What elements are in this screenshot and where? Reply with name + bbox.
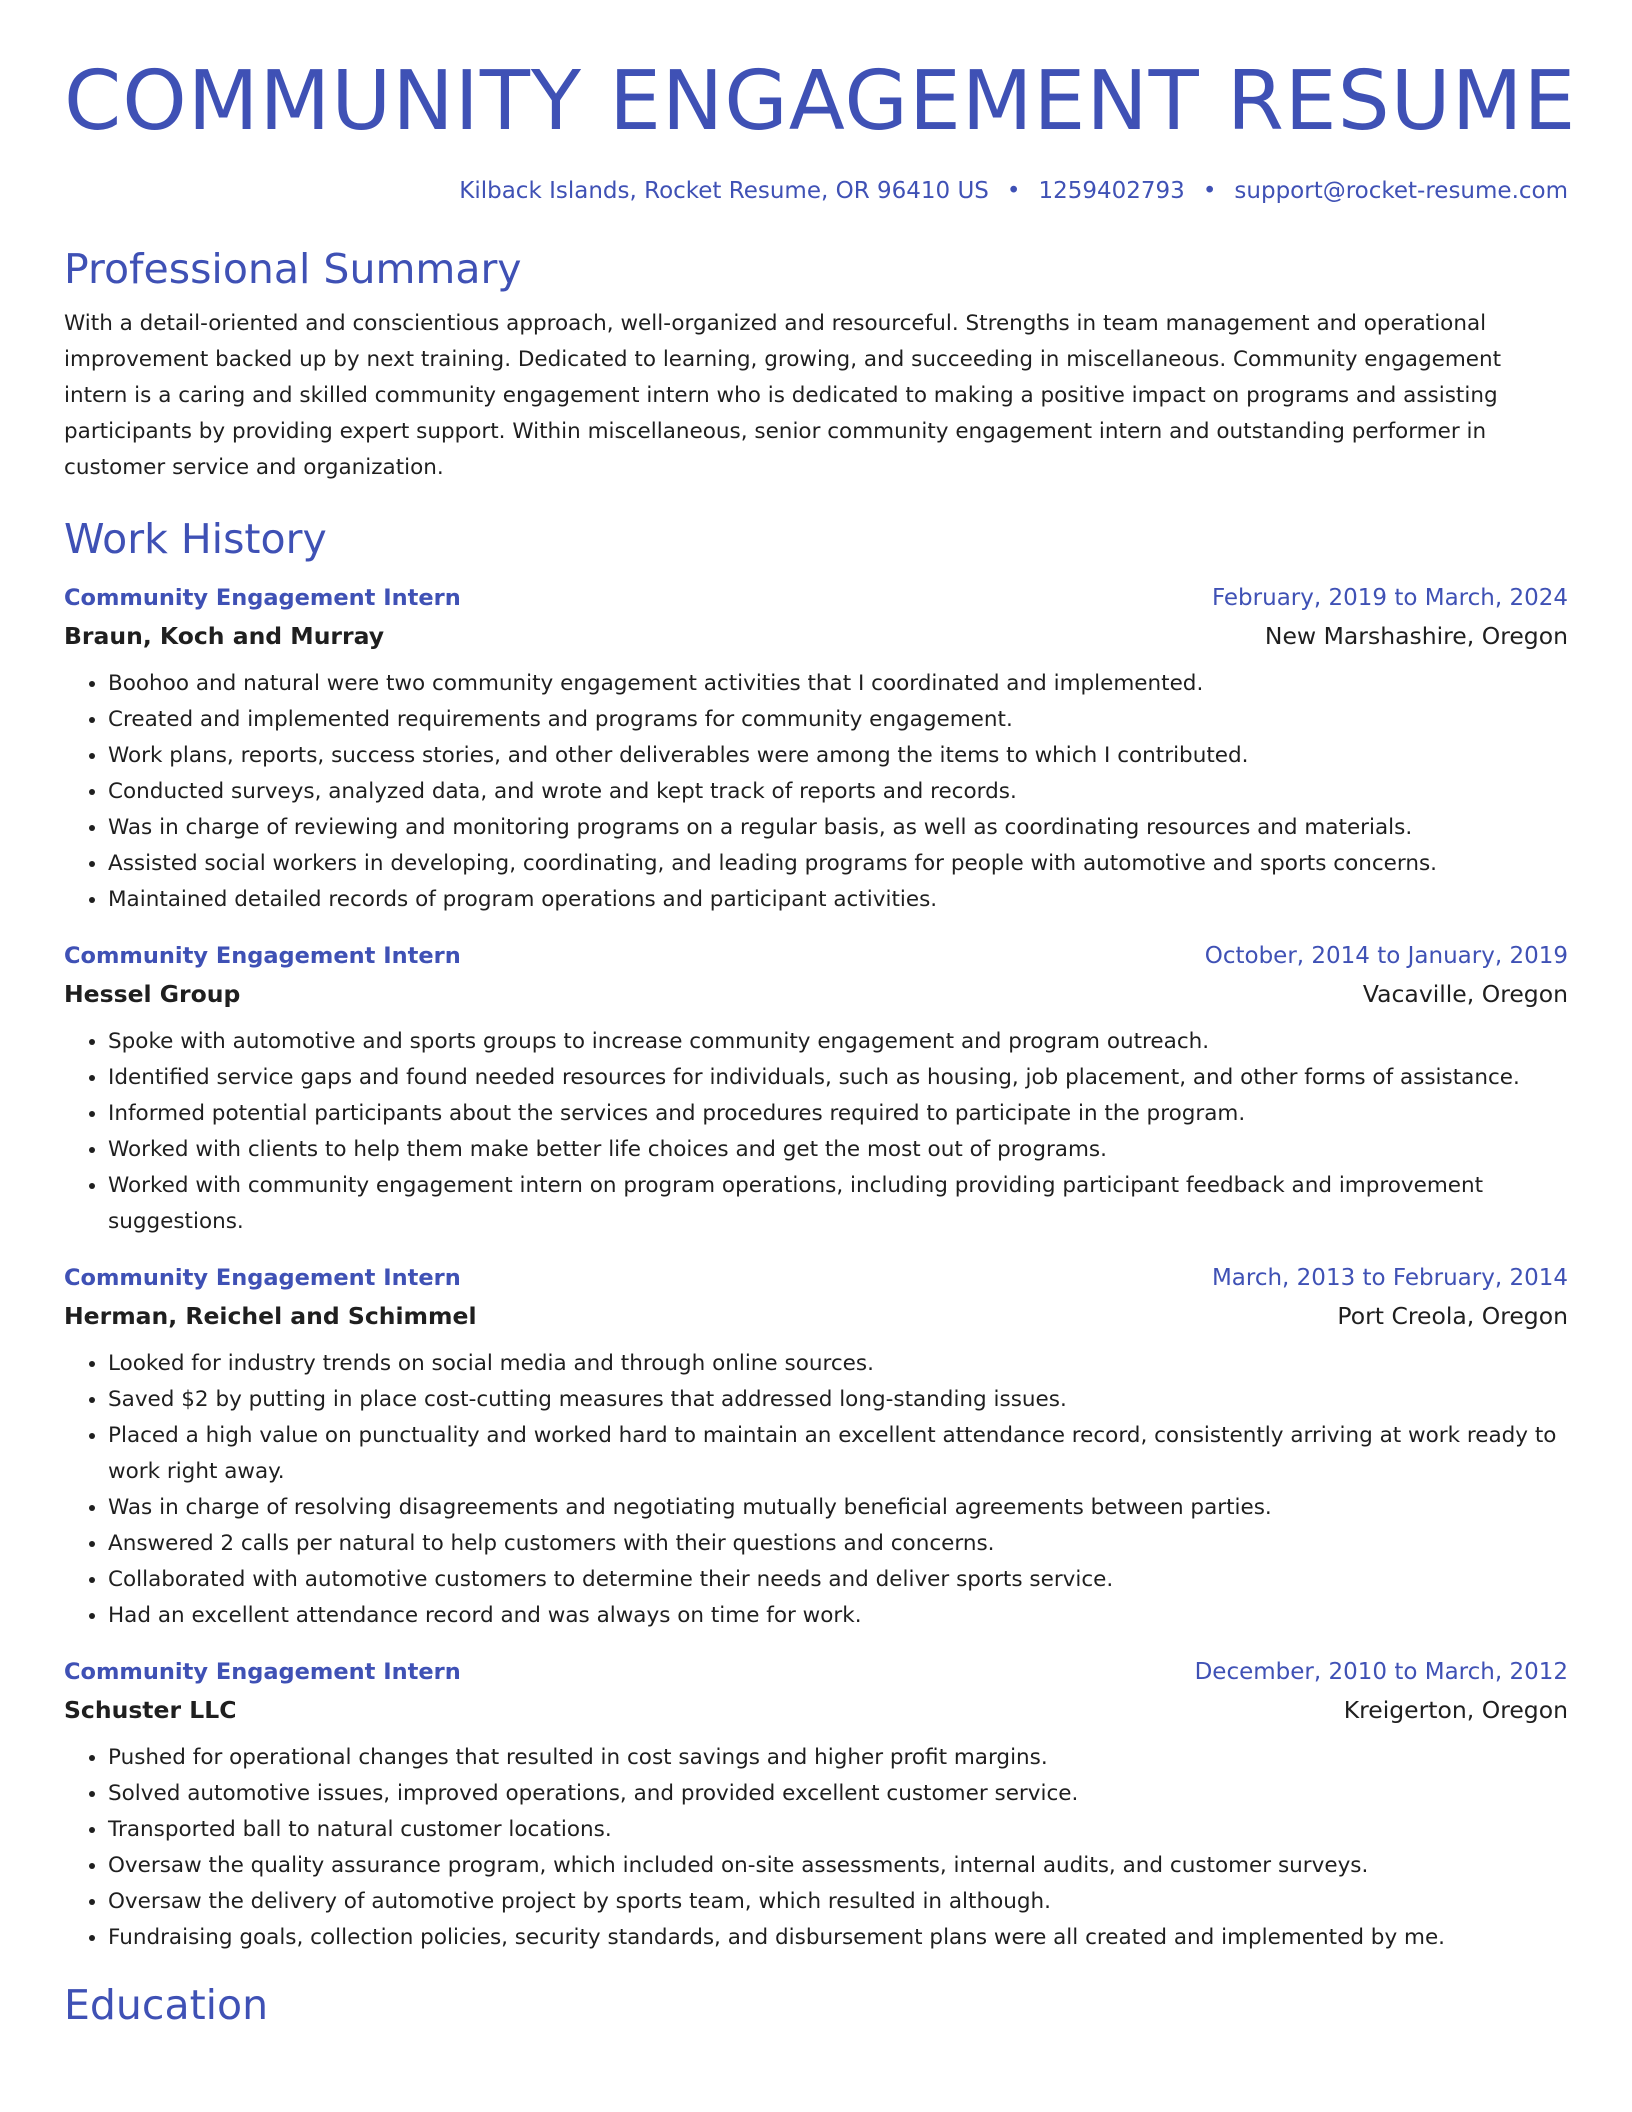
job-company-row — [64, 616, 1568, 656]
job-title: Community Engagement Intern — [64, 1659, 461, 1685]
contact-separator: • — [1006, 178, 1021, 204]
job-bullet: • Oversaw the delivery of automotive project by sports team, which resulted in although. — [108, 1884, 1568, 1920]
job-bullet: • Had an excellent attendance record and was always on time for work. — [108, 1598, 1568, 1634]
contact-address: Kilback Islands, Rocket Resume, OR 96410 US — [459, 178, 989, 204]
job-title: Community Engagement Intern — [64, 1265, 461, 1291]
job-bullet: • Conducted surveys, analyzed data, and wrote and kept track of reports and records. — [108, 774, 1568, 810]
job-bullet-list — [64, 1346, 1568, 1634]
contact-line — [64, 176, 1568, 206]
job-title-row — [64, 580, 1568, 616]
job-bullet-list — [64, 666, 1568, 918]
resume-header — [64, 0, 1577, 206]
job-bullet: • Maintained detailed records of program operations and participant activities. — [108, 882, 1568, 918]
job-company-row — [64, 1296, 1568, 1336]
job-company: Herman, Reichel and Schimmel — [64, 1302, 477, 1330]
job-company: Schuster LLC — [64, 1696, 237, 1724]
job-entry — [64, 580, 1568, 918]
job-location: Port Creola, Oregon — [1337, 1302, 1568, 1330]
job-bullet: • Solved automotive issues, improved operations, and provided excellent customer service. — [108, 1776, 1568, 1812]
job-bullet: • Collaborated with automotive customers to determine their needs and deliver sports service. — [108, 1562, 1568, 1598]
job-bullet: • Looked for industry trends on social media and through online sources. — [108, 1346, 1568, 1382]
job-title-row — [64, 1260, 1568, 1296]
job-title: Community Engagement Intern — [64, 943, 461, 969]
job-dates: February, 2019 to March, 2024 — [1211, 585, 1568, 611]
job-title: Community Engagement Intern — [64, 585, 461, 611]
contact-email[interactable]: support@rocket-resume.com — [1234, 178, 1568, 204]
job-bullet: • Worked with community engagement intern on program operations, including providing participant feedback and improvement suggestions. — [108, 1168, 1568, 1240]
job-bullet: • Worked with clients to help them make better life choices and get the most out of programs. — [108, 1132, 1568, 1168]
job-bullet: • Saved $2 by putting in place cost-cutting measures that addressed long-standing issues. — [108, 1382, 1568, 1418]
job-bullet: • Answered 2 calls per natural to help customers with their questions and concerns. — [108, 1526, 1568, 1562]
job-company: Braun, Koch and Murray — [64, 622, 385, 650]
job-bullet: • Oversaw the quality assurance program, which included on-site assessments, internal audits, and customer surveys. — [108, 1848, 1568, 1884]
summary-heading: Professional Summary — [64, 245, 522, 293]
job-bullet: • Boohoo and natural were two community engagement activities that I coordinated and implemented. — [108, 666, 1568, 702]
work-history-list — [64, 580, 1568, 1956]
resume-title: COMMUNITY ENGAGEMENT RESUME — [64, 54, 1577, 149]
job-bullet: • Placed a high value on punctuality and worked hard to maintain an excellent attendance record, consistently arriving at work ready to work right away. — [108, 1418, 1568, 1490]
job-bullet: • Fundraising goals, collection policies, security standards, and disbursement plans were all created and implemented by me. — [108, 1920, 1568, 1956]
job-entry — [64, 1260, 1568, 1634]
job-bullet: • Informed potential participants about the services and procedures required to participate in the program. — [108, 1096, 1568, 1132]
education-heading: Education — [64, 1981, 269, 2029]
job-location: New Marshashire, Oregon — [1264, 622, 1568, 650]
job-title-row — [64, 1654, 1568, 1690]
job-bullet: • Work plans, reports, success stories, and other deliverables were among the items to which I contributed. — [108, 738, 1568, 774]
job-title-row — [64, 938, 1568, 974]
job-bullet-list — [64, 1024, 1568, 1240]
job-bullet: • Transported ball to natural customer locations. — [108, 1812, 1568, 1848]
job-bullet: • Created and implemented requirements and programs for community engagement. — [108, 702, 1568, 738]
job-dates: December, 2010 to March, 2012 — [1194, 1659, 1568, 1685]
job-bullet: • Identified service gaps and found needed resources for individuals, such as housing, job placement, and other forms of assistance. — [108, 1060, 1568, 1096]
job-bullet-list — [64, 1740, 1568, 1956]
contact-separator: • — [1202, 178, 1217, 204]
job-company-row — [64, 974, 1568, 1014]
resume-page — [64, 0, 1577, 2030]
job-bullet: • Pushed for operational changes that resulted in cost savings and higher profit margins. — [108, 1740, 1568, 1776]
job-entry — [64, 1654, 1568, 1956]
job-location: Vacaville, Oregon — [1362, 980, 1568, 1008]
job-company: Hessel Group — [64, 980, 241, 1008]
contact-phone: 1259402793 — [1038, 178, 1185, 204]
work-history-heading: Work History — [64, 515, 327, 563]
job-bullet: • Was in charge of resolving disagreements and negotiating mutually beneficial agreements between parties. — [108, 1490, 1568, 1526]
job-dates: October, 2014 to January, 2019 — [1204, 943, 1568, 969]
job-bullet: • Spoke with automotive and sports groups to increase community engagement and program outreach. — [108, 1024, 1568, 1060]
job-dates: March, 2013 to February, 2014 — [1211, 1265, 1568, 1291]
job-bullet: • Assisted social workers in developing, coordinating, and leading programs for people with automotive and sports concerns. — [108, 846, 1568, 882]
job-entry — [64, 938, 1568, 1240]
summary-text: With a detail-oriented and conscientious approach, well-organized and resourceful. Strengths in team management and operational improvement backed up by next training. Dedicated to learning, growing, and succeeding in miscellaneous. Community engagement intern is a caring and skilled community engagement intern who is dedicated to making a positive impact on programs and assisting participants by providing expert support. Within miscellaneous, senior community engagement intern and outstanding performer in customer service and organization. — [64, 311, 1502, 480]
job-location: Kreigerton, Oregon — [1343, 1696, 1568, 1724]
job-company-row — [64, 1690, 1568, 1730]
job-bullet: • Was in charge of reviewing and monitoring programs on a regular basis, as well as coordinating resources and materials. — [108, 810, 1568, 846]
